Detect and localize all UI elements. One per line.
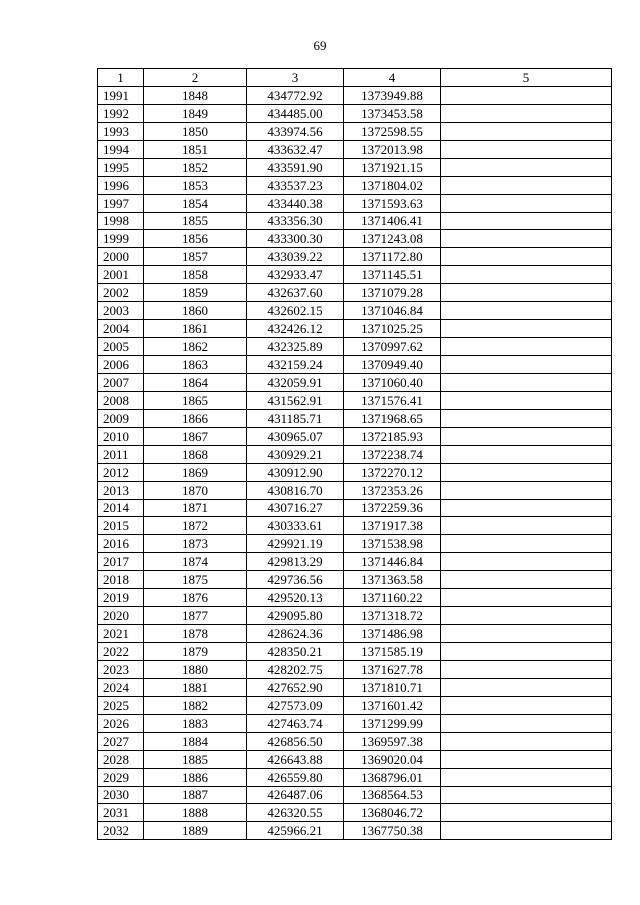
- cell-x-coordinate: 430965.07: [247, 427, 344, 445]
- table-row: [98, 768, 612, 786]
- cell-y-coordinate: 1371538.98: [344, 535, 441, 553]
- cell-point-number: 2004: [98, 320, 144, 338]
- table-row: [98, 266, 612, 284]
- cell-note: [441, 589, 612, 607]
- cell-note: [441, 768, 612, 786]
- table-row: [98, 212, 612, 230]
- cell-x-coordinate: 432059.91: [247, 373, 344, 391]
- column-header-4: 4: [344, 69, 441, 87]
- cell-point-number: 2032: [98, 822, 144, 840]
- cell-y-coordinate: 1372259.36: [344, 499, 441, 517]
- cell-y-coordinate: 1368564.53: [344, 786, 441, 804]
- cell-index: 1871: [144, 499, 247, 517]
- cell-x-coordinate: 425966.21: [247, 822, 344, 840]
- cell-x-coordinate: 433440.38: [247, 194, 344, 212]
- cell-y-coordinate: 1372238.74: [344, 445, 441, 463]
- table-row: [98, 427, 612, 445]
- cell-y-coordinate: 1371406.41: [344, 212, 441, 230]
- table-row: [98, 589, 612, 607]
- cell-note: [441, 732, 612, 750]
- cell-y-coordinate: 1368796.01: [344, 768, 441, 786]
- cell-x-coordinate: 430929.21: [247, 445, 344, 463]
- cell-y-coordinate: 1371079.28: [344, 284, 441, 302]
- cell-point-number: 1999: [98, 230, 144, 248]
- table-body: [98, 86, 612, 839]
- cell-y-coordinate: 1371804.02: [344, 176, 441, 194]
- table-row: [98, 750, 612, 768]
- cell-point-number: 2008: [98, 391, 144, 409]
- cell-note: [441, 338, 612, 356]
- table-row: [98, 230, 612, 248]
- cell-y-coordinate: 1371810.71: [344, 678, 441, 696]
- cell-y-coordinate: 1371160.22: [344, 589, 441, 607]
- table-row: [98, 248, 612, 266]
- cell-point-number: 1994: [98, 140, 144, 158]
- cell-x-coordinate: 433632.47: [247, 140, 344, 158]
- cell-point-number: 2020: [98, 607, 144, 625]
- table-row: [98, 104, 612, 122]
- cell-x-coordinate: 428350.21: [247, 643, 344, 661]
- table-row: [98, 499, 612, 517]
- cell-note: [441, 356, 612, 374]
- table-row: [98, 320, 612, 338]
- cell-y-coordinate: 1371921.15: [344, 158, 441, 176]
- cell-point-number: 2023: [98, 660, 144, 678]
- cell-point-number: 2021: [98, 625, 144, 643]
- cell-y-coordinate: 1371627.78: [344, 660, 441, 678]
- cell-index: 1876: [144, 589, 247, 607]
- cell-index: 1863: [144, 356, 247, 374]
- cell-x-coordinate: 432637.60: [247, 284, 344, 302]
- cell-note: [441, 714, 612, 732]
- cell-y-coordinate: 1371363.58: [344, 571, 441, 589]
- cell-index: 1882: [144, 696, 247, 714]
- cell-index: 1889: [144, 822, 247, 840]
- column-header-3: 3: [247, 69, 344, 87]
- cell-index: 1851: [144, 140, 247, 158]
- page-number: 69: [313, 38, 327, 53]
- cell-index: 1873: [144, 535, 247, 553]
- cell-x-coordinate: 429736.56: [247, 571, 344, 589]
- cell-note: [441, 212, 612, 230]
- cell-x-coordinate: 432933.47: [247, 266, 344, 284]
- table-row: [98, 463, 612, 481]
- cell-note: [441, 194, 612, 212]
- cell-point-number: 2027: [98, 732, 144, 750]
- cell-index: 1875: [144, 571, 247, 589]
- table-row: [98, 804, 612, 822]
- cell-x-coordinate: 432426.12: [247, 320, 344, 338]
- cell-index: 1887: [144, 786, 247, 804]
- cell-index: 1862: [144, 338, 247, 356]
- cell-y-coordinate: 1371172.80: [344, 248, 441, 266]
- cell-x-coordinate: 427463.74: [247, 714, 344, 732]
- table-row: [98, 391, 612, 409]
- cell-note: [441, 176, 612, 194]
- cell-index: 1880: [144, 660, 247, 678]
- cell-x-coordinate: 429921.19: [247, 535, 344, 553]
- cell-x-coordinate: 432602.15: [247, 302, 344, 320]
- cell-point-number: 1995: [98, 158, 144, 176]
- cell-y-coordinate: 1371299.99: [344, 714, 441, 732]
- cell-index: 1849: [144, 104, 247, 122]
- cell-point-number: 2022: [98, 643, 144, 661]
- cell-x-coordinate: 429813.29: [247, 553, 344, 571]
- column-header-1: 1: [98, 69, 144, 87]
- cell-index: 1883: [144, 714, 247, 732]
- cell-y-coordinate: 1371486.98: [344, 625, 441, 643]
- cell-note: [441, 625, 612, 643]
- cell-index: 1856: [144, 230, 247, 248]
- cell-point-number: 2024: [98, 678, 144, 696]
- table-row: [98, 571, 612, 589]
- cell-index: 1848: [144, 86, 247, 104]
- table-row: [98, 445, 612, 463]
- table-row: [98, 194, 612, 212]
- cell-note: [441, 607, 612, 625]
- cell-x-coordinate: 433356.30: [247, 212, 344, 230]
- cell-index: 1857: [144, 248, 247, 266]
- cell-x-coordinate: 430816.70: [247, 481, 344, 499]
- cell-note: [441, 535, 612, 553]
- cell-note: [441, 499, 612, 517]
- cell-y-coordinate: 1371576.41: [344, 391, 441, 409]
- cell-x-coordinate: 433591.90: [247, 158, 344, 176]
- table-row: [98, 409, 612, 427]
- cell-y-coordinate: 1371593.63: [344, 194, 441, 212]
- cell-y-coordinate: 1372185.93: [344, 427, 441, 445]
- cell-index: 1859: [144, 284, 247, 302]
- cell-note: [441, 248, 612, 266]
- cell-note: [441, 158, 612, 176]
- cell-y-coordinate: 1371585.19: [344, 643, 441, 661]
- cell-x-coordinate: 426487.06: [247, 786, 344, 804]
- cell-note: [441, 320, 612, 338]
- cell-y-coordinate: 1370949.40: [344, 356, 441, 374]
- table-row: [98, 302, 612, 320]
- cell-y-coordinate: 1370997.62: [344, 338, 441, 356]
- cell-index: 1854: [144, 194, 247, 212]
- cell-note: [441, 409, 612, 427]
- cell-index: 1866: [144, 409, 247, 427]
- table-row: [98, 696, 612, 714]
- cell-point-number: 2019: [98, 589, 144, 607]
- cell-x-coordinate: 428202.75: [247, 660, 344, 678]
- cell-note: [441, 553, 612, 571]
- cell-x-coordinate: 433039.22: [247, 248, 344, 266]
- table-row: [98, 481, 612, 499]
- table-row: [98, 625, 612, 643]
- cell-index: 1869: [144, 463, 247, 481]
- table-row: [98, 356, 612, 374]
- cell-x-coordinate: 426320.55: [247, 804, 344, 822]
- cell-point-number: 1991: [98, 86, 144, 104]
- cell-y-coordinate: 1372270.12: [344, 463, 441, 481]
- cell-x-coordinate: 432159.24: [247, 356, 344, 374]
- cell-note: [441, 822, 612, 840]
- cell-point-number: 2018: [98, 571, 144, 589]
- table-row: [98, 660, 612, 678]
- cell-x-coordinate: 426559.80: [247, 768, 344, 786]
- cell-x-coordinate: 426643.88: [247, 750, 344, 768]
- cell-point-number: 2006: [98, 356, 144, 374]
- cell-x-coordinate: 429520.13: [247, 589, 344, 607]
- cell-index: 1853: [144, 176, 247, 194]
- cell-x-coordinate: 427573.09: [247, 696, 344, 714]
- cell-note: [441, 445, 612, 463]
- cell-point-number: 2028: [98, 750, 144, 768]
- cell-point-number: 1992: [98, 104, 144, 122]
- cell-y-coordinate: 1373949.88: [344, 86, 441, 104]
- cell-y-coordinate: 1371046.84: [344, 302, 441, 320]
- cell-note: [441, 481, 612, 499]
- cell-point-number: 1996: [98, 176, 144, 194]
- cell-x-coordinate: 432325.89: [247, 338, 344, 356]
- table-row: [98, 553, 612, 571]
- cell-x-coordinate: 430912.90: [247, 463, 344, 481]
- cell-y-coordinate: 1371968.65: [344, 409, 441, 427]
- cell-note: [441, 302, 612, 320]
- cell-x-coordinate: 434772.92: [247, 86, 344, 104]
- table-row: [98, 714, 612, 732]
- cell-point-number: 2012: [98, 463, 144, 481]
- cell-index: 1868: [144, 445, 247, 463]
- cell-note: [441, 86, 612, 104]
- cell-note: [441, 750, 612, 768]
- cell-point-number: 2014: [98, 499, 144, 517]
- table-row: [98, 338, 612, 356]
- cell-y-coordinate: 1368046.72: [344, 804, 441, 822]
- cell-note: [441, 266, 612, 284]
- table-row: [98, 284, 612, 302]
- cell-y-coordinate: 1369020.04: [344, 750, 441, 768]
- cell-index: 1878: [144, 625, 247, 643]
- table-row: [98, 158, 612, 176]
- cell-x-coordinate: 428624.36: [247, 625, 344, 643]
- cell-x-coordinate: 427652.90: [247, 678, 344, 696]
- table-row: [98, 607, 612, 625]
- cell-index: 1855: [144, 212, 247, 230]
- cell-index: 1852: [144, 158, 247, 176]
- cell-y-coordinate: 1372598.55: [344, 122, 441, 140]
- table-row: [98, 822, 612, 840]
- cell-point-number: 2016: [98, 535, 144, 553]
- cell-y-coordinate: 1371025.25: [344, 320, 441, 338]
- cell-x-coordinate: 429095.80: [247, 607, 344, 625]
- cell-index: 1870: [144, 481, 247, 499]
- cell-index: 1884: [144, 732, 247, 750]
- cell-y-coordinate: 1371917.38: [344, 517, 441, 535]
- cell-point-number: 2013: [98, 481, 144, 499]
- cell-note: [441, 427, 612, 445]
- cell-note: [441, 517, 612, 535]
- cell-y-coordinate: 1372353.26: [344, 481, 441, 499]
- table-row: [98, 373, 612, 391]
- cell-note: [441, 571, 612, 589]
- cell-y-coordinate: 1371318.72: [344, 607, 441, 625]
- cell-index: 1877: [144, 607, 247, 625]
- cell-point-number: 2000: [98, 248, 144, 266]
- cell-note: [441, 696, 612, 714]
- cell-note: [441, 122, 612, 140]
- cell-note: [441, 391, 612, 409]
- cell-y-coordinate: 1372013.98: [344, 140, 441, 158]
- cell-note: [441, 786, 612, 804]
- cell-point-number: 2026: [98, 714, 144, 732]
- cell-note: [441, 230, 612, 248]
- cell-point-number: 2007: [98, 373, 144, 391]
- cell-y-coordinate: 1371446.84: [344, 553, 441, 571]
- cell-x-coordinate: 430333.61: [247, 517, 344, 535]
- cell-y-coordinate: 1367750.38: [344, 822, 441, 840]
- cell-x-coordinate: 433300.30: [247, 230, 344, 248]
- cell-index: 1886: [144, 768, 247, 786]
- cell-x-coordinate: 433537.23: [247, 176, 344, 194]
- cell-point-number: 2011: [98, 445, 144, 463]
- cell-index: 1888: [144, 804, 247, 822]
- cell-point-number: 2005: [98, 338, 144, 356]
- cell-x-coordinate: 431562.91: [247, 391, 344, 409]
- cell-note: [441, 104, 612, 122]
- cell-index: 1874: [144, 553, 247, 571]
- table-row: [98, 732, 612, 750]
- table-row: [98, 176, 612, 194]
- cell-note: [441, 373, 612, 391]
- cell-index: 1867: [144, 427, 247, 445]
- cell-index: 1858: [144, 266, 247, 284]
- cell-index: 1865: [144, 391, 247, 409]
- cell-y-coordinate: 1371145.51: [344, 266, 441, 284]
- cell-y-coordinate: 1369597.38: [344, 732, 441, 750]
- cell-point-number: 2015: [98, 517, 144, 535]
- cell-point-number: 2029: [98, 768, 144, 786]
- cell-y-coordinate: 1371243.08: [344, 230, 441, 248]
- cell-x-coordinate: 426856.50: [247, 732, 344, 750]
- cell-y-coordinate: 1371601.42: [344, 696, 441, 714]
- cell-point-number: 2001: [98, 266, 144, 284]
- table-row: [98, 678, 612, 696]
- cell-note: [441, 678, 612, 696]
- cell-x-coordinate: 433974.56: [247, 122, 344, 140]
- table-row: [98, 86, 612, 104]
- coordinates-table: [97, 68, 612, 840]
- table-row: [98, 517, 612, 535]
- cell-point-number: 1993: [98, 122, 144, 140]
- cell-note: [441, 140, 612, 158]
- table-row: [98, 122, 612, 140]
- cell-point-number: 1998: [98, 212, 144, 230]
- cell-point-number: 2017: [98, 553, 144, 571]
- cell-note: [441, 284, 612, 302]
- table-row: [98, 140, 612, 158]
- cell-point-number: 2030: [98, 786, 144, 804]
- cell-x-coordinate: 430716.27: [247, 499, 344, 517]
- table-row: [98, 535, 612, 553]
- cell-index: 1850: [144, 122, 247, 140]
- cell-note: [441, 660, 612, 678]
- cell-point-number: 2009: [98, 409, 144, 427]
- cell-index: 1872: [144, 517, 247, 535]
- cell-index: 1879: [144, 643, 247, 661]
- cell-index: 1885: [144, 750, 247, 768]
- column-header-5: 5: [441, 69, 612, 87]
- cell-index: 1860: [144, 302, 247, 320]
- cell-note: [441, 804, 612, 822]
- cell-note: [441, 643, 612, 661]
- cell-point-number: 2003: [98, 302, 144, 320]
- cell-x-coordinate: 431185.71: [247, 409, 344, 427]
- column-header-2: 2: [144, 69, 247, 87]
- cell-y-coordinate: 1373453.58: [344, 104, 441, 122]
- cell-point-number: 2010: [98, 427, 144, 445]
- table-row: [98, 786, 612, 804]
- cell-y-coordinate: 1371060.40: [344, 373, 441, 391]
- table-row: [98, 643, 612, 661]
- table-header-row: [98, 69, 612, 87]
- cell-point-number: 2031: [98, 804, 144, 822]
- cell-note: [441, 463, 612, 481]
- cell-index: 1864: [144, 373, 247, 391]
- cell-index: 1881: [144, 678, 247, 696]
- cell-point-number: 2025: [98, 696, 144, 714]
- cell-index: 1861: [144, 320, 247, 338]
- cell-point-number: 1997: [98, 194, 144, 212]
- cell-x-coordinate: 434485.00: [247, 104, 344, 122]
- cell-point-number: 2002: [98, 284, 144, 302]
